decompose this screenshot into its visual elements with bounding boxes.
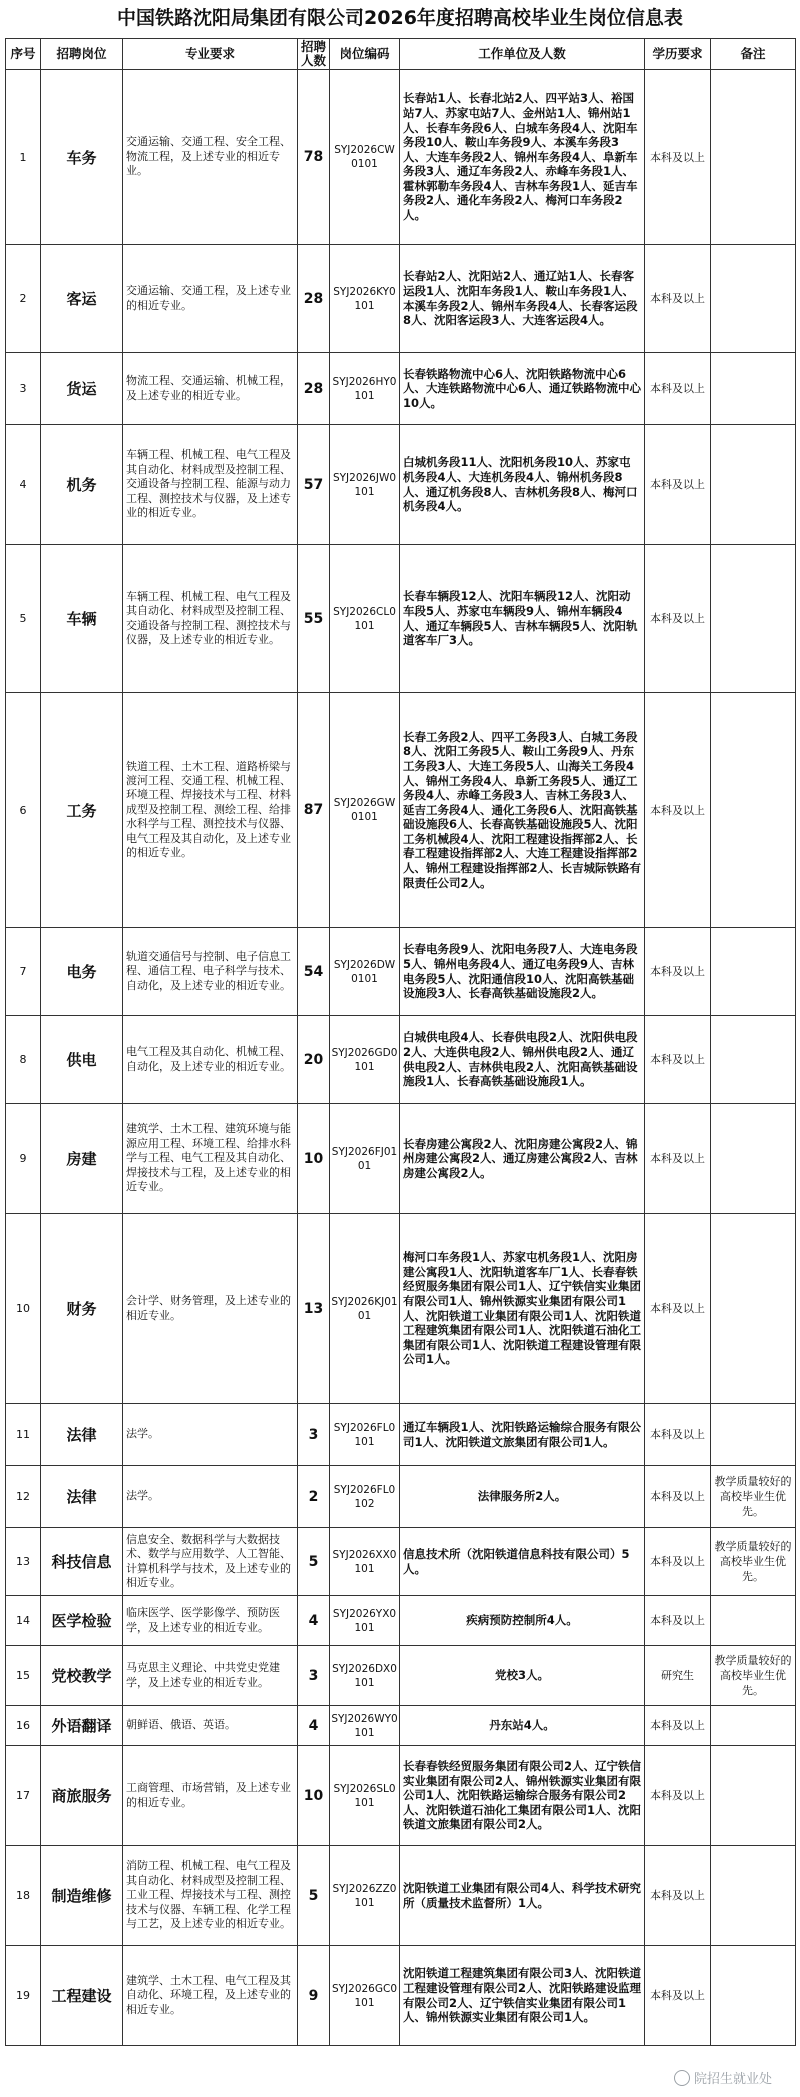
row-major: 会计学、财务管理，及上述专业的相近专业。 — [123, 1214, 298, 1404]
row-education: 本科及以上 — [645, 1404, 711, 1466]
row-major: 轨道交通信号与控制、电子信息工程、通信工程、电子科学与技术、自动化，及上述专业的相近专业。 — [123, 928, 298, 1016]
row-count: 4 — [298, 1596, 330, 1646]
row-count: 78 — [298, 70, 330, 245]
row-position: 电务 — [41, 928, 123, 1016]
row-code: SYJ2026XX0101 — [330, 1528, 400, 1596]
row-units: 通辽车辆段1人、沈阳铁路运输综合服务有限公司1人、沈阳铁道文旅集团有限公司1人。 — [400, 1404, 645, 1466]
row-seq: 3 — [6, 353, 41, 425]
row-note — [711, 1104, 796, 1214]
row-count: 28 — [298, 353, 330, 425]
row-major: 车辆工程、机械工程、电气工程及其自动化、材料成型及控制工程、交通设备与控制工程、能源与动力工程、测控技术与仪器，及上述专业的相近专业。 — [123, 425, 298, 545]
row-position: 制造维修 — [41, 1846, 123, 1946]
row-seq: 7 — [6, 928, 41, 1016]
table-row — [6, 1746, 796, 1846]
header-seq: 序号 — [6, 39, 41, 70]
row-note — [711, 545, 796, 693]
row-education: 本科及以上 — [645, 1104, 711, 1214]
row-note — [711, 245, 796, 353]
row-count: 10 — [298, 1104, 330, 1214]
row-major: 法学。 — [123, 1466, 298, 1528]
row-education: 本科及以上 — [645, 1596, 711, 1646]
row-position: 工程建设 — [41, 1946, 123, 2046]
row-units: 长春工务段2人、四平工务段3人、白城工务段8人、沈阳工务段5人、鞍山工务段9人、丹东工务段3人、大连工务段5人、山海关工务段4人、锦州工务段4人、阜新工务段5人、通辽工务段4人、赤峰工务段3人、吉林工务段3人、延吉工务段4人、通化工务段6人、沈阳高铁基础设施段6人、长春高铁基础设施段5人、沈阳工务机械段4人、沈阳工程建设指挥部2人、长春工程建设指挥部2人、大连工程建设指挥部2人、锦州工程建设指挥部2人、长吉城际铁路有限责任公司2人。 — [400, 693, 645, 928]
watermark-text: 院招生就业处 — [693, 2072, 772, 2087]
row-education: 本科及以上 — [645, 245, 711, 353]
row-code: SYJ2026SL0101 — [330, 1746, 400, 1846]
row-units: 白城机务段11人、沈阳机务段10人、苏家屯机务段4人、大连机务段4人、锦州机务段8人、通辽机务段8人、吉林机务段8人、梅河口机务段4人。 — [400, 425, 645, 545]
row-code: SYJ2026ZZ0101 — [330, 1846, 400, 1946]
row-units: 党校3人。 — [400, 1646, 645, 1706]
row-position: 车务 — [41, 70, 123, 245]
row-count: 13 — [298, 1214, 330, 1404]
row-count: 55 — [298, 545, 330, 693]
row-seq: 12 — [6, 1466, 41, 1528]
row-count: 87 — [298, 693, 330, 928]
row-position: 供电 — [41, 1016, 123, 1104]
row-note: 教学质量较好的高校毕业生优先。 — [711, 1528, 796, 1596]
row-units: 长春电务段9人、沈阳电务段7人、大连电务段5人、锦州电务段4人、通辽电务段9人、吉林电务段5人、沈阳通信段10人、沈阳高铁基础设施段3人、长春高铁基础设施段2人。 — [400, 928, 645, 1016]
row-code: SYJ2026GW0101 — [330, 693, 400, 928]
row-education: 本科及以上 — [645, 1528, 711, 1596]
row-count: 2 — [298, 1466, 330, 1528]
row-units: 丹东站4人。 — [400, 1706, 645, 1746]
row-seq: 14 — [6, 1596, 41, 1646]
header-note: 备注 — [711, 39, 796, 70]
row-code: SYJ2026DX0101 — [330, 1646, 400, 1706]
row-code: SYJ2026GC0101 — [330, 1946, 400, 2046]
table-row — [6, 425, 796, 545]
row-code: SYJ2026FL0102 — [330, 1466, 400, 1528]
row-education: 本科及以上 — [645, 1846, 711, 1946]
row-education: 本科及以上 — [645, 545, 711, 693]
row-position: 财务 — [41, 1214, 123, 1404]
row-education: 本科及以上 — [645, 1946, 711, 2046]
row-code: SYJ2026CL0101 — [330, 545, 400, 693]
row-code: SYJ2026GD0101 — [330, 1016, 400, 1104]
row-units: 沈阳铁道工业集团有限公司4人、科学技术研究所（质量技术监督所）1人。 — [400, 1846, 645, 1946]
row-units: 疾病预防控制所4人。 — [400, 1596, 645, 1646]
row-code: SYJ2026KJ0101 — [330, 1214, 400, 1404]
row-code: SYJ2026KY0101 — [330, 245, 400, 353]
row-major: 朝鲜语、俄语、英语。 — [123, 1706, 298, 1746]
row-code: SYJ2026FL0101 — [330, 1404, 400, 1466]
row-education: 本科及以上 — [645, 353, 711, 425]
row-major: 临床医学、医学影像学、预防医学，及上述专业的相近专业。 — [123, 1596, 298, 1646]
table-row — [6, 1846, 796, 1946]
row-major: 物流工程、交通运输、机械工程，及上述专业的相近专业。 — [123, 353, 298, 425]
row-note — [711, 1846, 796, 1946]
row-position: 商旅服务 — [41, 1746, 123, 1846]
header-units: 工作单位及人数 — [400, 39, 645, 70]
row-note — [711, 1016, 796, 1104]
row-count: 28 — [298, 245, 330, 353]
row-note: 教学质量较好的高校毕业生优先。 — [711, 1646, 796, 1706]
row-units: 法律服务所2人。 — [400, 1466, 645, 1528]
row-code: SYJ2026CW0101 — [330, 70, 400, 245]
header-education: 学历要求 — [645, 39, 711, 70]
row-seq: 17 — [6, 1746, 41, 1846]
row-units: 长春春铁经贸服务集团有限公司2人、辽宁铁信实业集团有限公司2人、锦州铁源实业集团有限公司1人、沈阳铁路运输综合服务有限公司2人、沈阳铁道石油化工集团有限公司1人、沈阳铁道文旅集团有限公司2人。 — [400, 1746, 645, 1846]
row-note — [711, 70, 796, 245]
table-row — [6, 1528, 796, 1596]
row-major: 信息安全、数据科学与大数据技术、数学与应用数学、人工智能、计算机科学与技术，及上述专业的相近专业。 — [123, 1528, 298, 1596]
row-education: 本科及以上 — [645, 693, 711, 928]
table-row — [6, 1016, 796, 1104]
table-row — [6, 1404, 796, 1466]
row-note — [711, 693, 796, 928]
row-units: 长春车辆段12人、沈阳车辆段12人、沈阳动车段5人、苏家屯车辆段9人、锦州车辆段4人、通辽车辆段5人、吉林车辆段5人、沈阳轨道客车厂3人。 — [400, 545, 645, 693]
row-major: 交通运输、交通工程，及上述专业的相近专业。 — [123, 245, 298, 353]
row-seq: 6 — [6, 693, 41, 928]
row-units: 长春房建公寓段2人、沈阳房建公寓段2人、锦州房建公寓段2人、通辽房建公寓段2人、吉林房建公寓段2人。 — [400, 1104, 645, 1214]
row-seq: 18 — [6, 1846, 41, 1946]
row-note — [711, 1596, 796, 1646]
watermark — [674, 2068, 772, 2087]
row-code: SYJ2026DW0101 — [330, 928, 400, 1016]
table-body — [6, 70, 796, 2046]
table-row — [6, 1466, 796, 1528]
row-seq: 2 — [6, 245, 41, 353]
row-seq: 8 — [6, 1016, 41, 1104]
row-position: 科技信息 — [41, 1528, 123, 1596]
row-position: 法律 — [41, 1404, 123, 1466]
table-row — [6, 928, 796, 1016]
table-row — [6, 545, 796, 693]
table-row — [6, 353, 796, 425]
row-note — [711, 928, 796, 1016]
row-units: 沈阳铁道工程建筑集团有限公司3人、沈阳铁道工程建设管理有限公司2人、沈阳铁路建设监理有限公司2人、辽宁铁信实业集团有限公司1人、锦州铁源实业集团有限公司1人。 — [400, 1946, 645, 2046]
row-count: 20 — [298, 1016, 330, 1104]
row-education: 本科及以上 — [645, 1214, 711, 1404]
row-code: SYJ2026HY0101 — [330, 353, 400, 425]
row-position: 外语翻译 — [41, 1706, 123, 1746]
header-count: 招聘人数 — [298, 39, 330, 70]
row-count: 57 — [298, 425, 330, 545]
row-units: 信息技术所（沈阳铁道信息科技有限公司）5人。 — [400, 1528, 645, 1596]
row-education: 本科及以上 — [645, 1466, 711, 1528]
row-education: 研究生 — [645, 1646, 711, 1706]
row-count: 54 — [298, 928, 330, 1016]
row-units: 长春铁路物流中心6人、沈阳铁路物流中心6人、大连铁路物流中心6人、通辽铁路物流中心10人。 — [400, 353, 645, 425]
row-major: 铁道工程、土木工程、道路桥梁与渡河工程、交通工程、机械工程、环境工程、焊接技术与工程、材料成型及控制工程、测绘工程、给排水科学与工程、测控技术与仪器、电气工程及其自动化，及上述专业的相近专业。 — [123, 693, 298, 928]
table-row — [6, 70, 796, 245]
row-position: 机务 — [41, 425, 123, 545]
row-code: SYJ2026YX0101 — [330, 1596, 400, 1646]
table-row — [6, 1104, 796, 1214]
row-major: 法学。 — [123, 1404, 298, 1466]
row-note — [711, 353, 796, 425]
row-major: 建筑学、土木工程、电气工程及其自动化、环境工程，及上述专业的相近专业。 — [123, 1946, 298, 2046]
row-count: 3 — [298, 1404, 330, 1466]
row-education: 本科及以上 — [645, 1016, 711, 1104]
row-major: 车辆工程、机械工程、电气工程及其自动化、材料成型及控制工程、交通设备与控制工程、测控技术与仪器，及上述专业的相近专业。 — [123, 545, 298, 693]
row-education: 本科及以上 — [645, 1706, 711, 1746]
row-education: 本科及以上 — [645, 70, 711, 245]
row-count: 4 — [298, 1706, 330, 1746]
header-position: 招聘岗位 — [41, 39, 123, 70]
row-units: 长春站1人、长春北站2人、四平站3人、裕国站7人、苏家屯站7人、金州站1人、锦州站1人、长春车务段6人、白城车务段4人、沈阳车务段10人、鞍山车务段9人、本溪车务段3人、大连车务段2人、锦州车务段4人、阜新车务段3人、通辽车务段2人、赤峰车务段1人、霍林郭勒车务段4人、吉林车务段1人、延吉车务段2人、通化车务段2人、梅河口车务段2人。 — [400, 70, 645, 245]
page-title: 中国铁路沈阳局集团有限公司2026年度招聘高校毕业生岗位信息表 — [117, 7, 683, 29]
row-count: 3 — [298, 1646, 330, 1706]
row-seq: 15 — [6, 1646, 41, 1706]
row-education: 本科及以上 — [645, 1746, 711, 1846]
header-major: 专业要求 — [123, 39, 298, 70]
row-position: 客运 — [41, 245, 123, 353]
row-units: 白城供电段4人、长春供电段2人、沈阳供电段2人、大连供电段2人、锦州供电段2人、通辽供电段2人、吉林供电段2人、沈阳高铁基础设施段1人、长春高铁基础设施段1人。 — [400, 1016, 645, 1104]
row-education: 本科及以上 — [645, 928, 711, 1016]
row-position: 货运 — [41, 353, 123, 425]
row-count: 5 — [298, 1528, 330, 1596]
row-note — [711, 1746, 796, 1846]
row-units: 长春站2人、沈阳站2人、通辽站1人、长春客运段1人、沈阳车务段1人、鞍山车务段1人、本溪车务段2人、锦州车务段4人、长春客运段8人、沈阳客运段3人、大连客运段4人。 — [400, 245, 645, 353]
row-count: 5 — [298, 1846, 330, 1946]
row-position: 党校教学 — [41, 1646, 123, 1706]
row-seq: 16 — [6, 1706, 41, 1746]
row-note: 教学质量较好的高校毕业生优先。 — [711, 1466, 796, 1528]
row-seq: 13 — [6, 1528, 41, 1596]
row-major: 工商管理、市场营销，及上述专业的相近专业。 — [123, 1746, 298, 1846]
row-seq: 9 — [6, 1104, 41, 1214]
row-education: 本科及以上 — [645, 425, 711, 545]
row-position: 房建 — [41, 1104, 123, 1214]
row-seq: 11 — [6, 1404, 41, 1466]
row-position: 法律 — [41, 1466, 123, 1528]
row-note — [711, 1706, 796, 1746]
row-seq: 5 — [6, 545, 41, 693]
row-count: 10 — [298, 1746, 330, 1846]
wechat-logo-icon — [674, 2070, 690, 2086]
row-position: 工务 — [41, 693, 123, 928]
row-position: 车辆 — [41, 545, 123, 693]
table-row — [6, 1214, 796, 1404]
table-row — [6, 693, 796, 928]
row-count: 9 — [298, 1946, 330, 2046]
table-row — [6, 1946, 796, 2046]
job-table — [5, 38, 796, 2046]
row-major: 电气工程及其自动化、机械工程、自动化，及上述专业的相近专业。 — [123, 1016, 298, 1104]
table-row — [6, 1706, 796, 1746]
row-major: 马克思主义理论、中共党史党建学，及上述专业的相近专业。 — [123, 1646, 298, 1706]
row-units: 梅河口车务段1人、苏家屯机务段1人、沈阳房建公寓段1人、沈阳轨道客车厂1人、长春春铁经贸服务集团有限公司1人、辽宁铁信实业集团有限公司1人、锦州铁源实业集团有限公司1人、沈阳铁道工业集团有限公司1人、沈阳铁道工程建筑集团有限公司1人、沈阳铁道石油化工集团有限公司1人、沈阳铁道工程建设管理有限公司1人。 — [400, 1214, 645, 1404]
row-code: SYJ2026JW0101 — [330, 425, 400, 545]
table-row — [6, 1646, 796, 1706]
row-code: SYJ2026WY0101 — [330, 1706, 400, 1746]
row-note — [711, 1404, 796, 1466]
row-note — [711, 1946, 796, 2046]
row-major: 消防工程、机械工程、电气工程及其自动化、材料成型及控制工程、工业工程、焊接技术与工程、测控技术与仪器、车辆工程、化学工程与工艺，及上述专业的相近专业。 — [123, 1846, 298, 1946]
row-seq: 19 — [6, 1946, 41, 2046]
row-code: SYJ2026FJ0101 — [330, 1104, 400, 1214]
row-position: 医学检验 — [41, 1596, 123, 1646]
row-seq: 4 — [6, 425, 41, 545]
row-major: 建筑学、土木工程、建筑环境与能源应用工程、环境工程、给排水科学与工程、电气工程及其自动化、焊接技术与工程，及上述专业的相近专业。 — [123, 1104, 298, 1214]
header-code: 岗位编码 — [330, 39, 400, 70]
row-note — [711, 1214, 796, 1404]
table-row — [6, 245, 796, 353]
row-seq: 1 — [6, 70, 41, 245]
row-seq: 10 — [6, 1214, 41, 1404]
table-row — [6, 1596, 796, 1646]
table-header-row — [6, 39, 796, 70]
row-note — [711, 425, 796, 545]
row-major: 交通运输、交通工程、安全工程、物流工程，及上述专业的相近专业。 — [123, 70, 298, 245]
